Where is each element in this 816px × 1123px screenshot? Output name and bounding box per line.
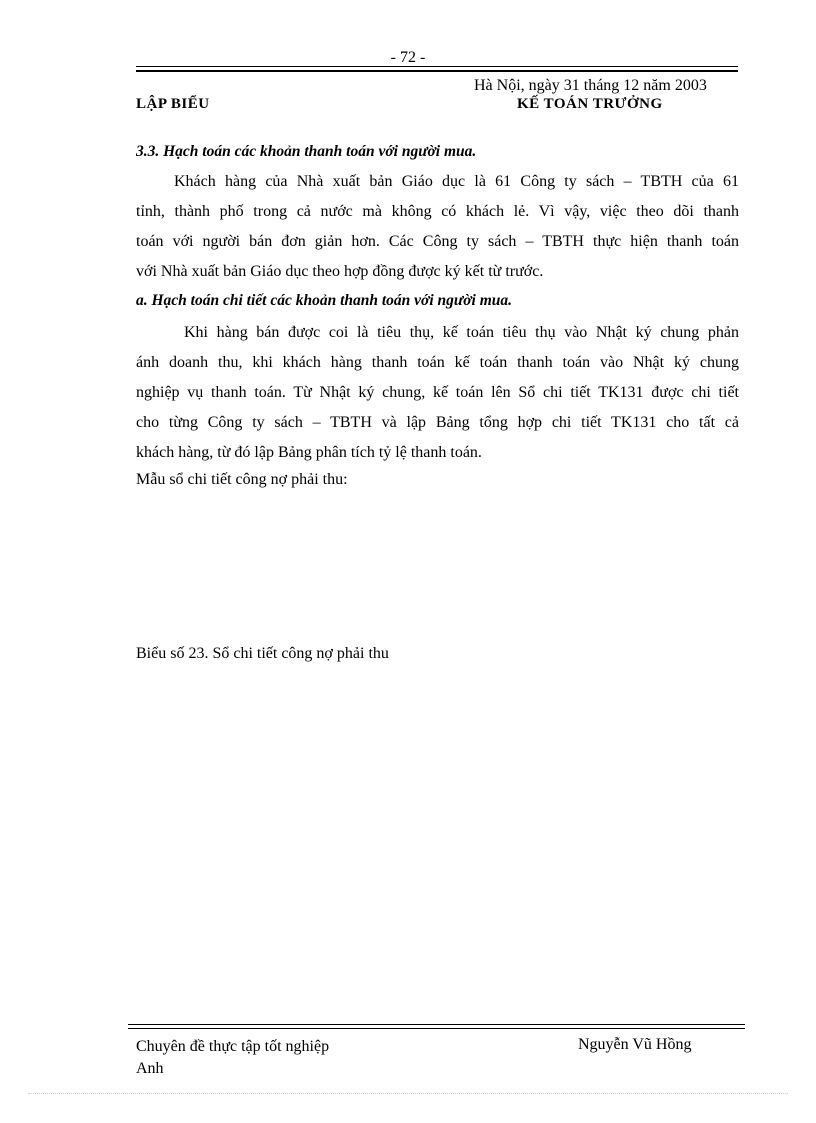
signature-chief-accountant: KẾ TOÁN TRƯỞNG [517, 96, 663, 112]
signature-preparer: LẬP BIỂU [136, 96, 210, 112]
footer-report-title: Chuyên đề thực tập tốt nghiệp [136, 1038, 330, 1055]
footer-report-title-cont: Anh [136, 1060, 164, 1077]
paragraph-detail-accounting [136, 318, 739, 468]
footer-left [136, 1036, 329, 1080]
footer-author: Nguyễn Vũ Hồng [578, 1036, 692, 1053]
paragraph-line: nghiệp vụ thanh toán. Từ Nhật ký chung, kế toán lên Sổ chi tiết TK131 được chi tiết [136, 384, 739, 401]
paragraph-line: Khách hàng của Nhà xuất bản Giáo dục là 61 Công ty sách – TBTH của 61 [174, 173, 739, 190]
footer-rule [128, 1024, 745, 1029]
paragraph-line: tỉnh, thành phố trong cả nước mà không có khách lẻ. Vì vậy, việc theo dõi thanh [136, 203, 739, 220]
paragraph-line: toán với người bán đơn giản hơn. Các Công ty sách – TBTH thực hiện thanh toán [136, 233, 739, 250]
subsection-heading: a. Hạch toán chi tiết các khoản thanh toán với người mua. [136, 292, 513, 309]
paragraph-line: với Nhà xuất bản Giáo dục theo hợp đồng được ký kết từ trước. [136, 263, 544, 280]
date-line: Hà Nội, ngày 31 tháng 12 năm 2003 [474, 77, 707, 94]
paragraph-line: ánh doanh thu, khi khách hàng thanh toán kế toán thanh toán vào Nhật ký chung [136, 354, 739, 371]
paragraph-line: Khi hàng bán được coi là tiêu thụ, kế toán tiêu thụ vào Nhật ký chung phản [184, 324, 739, 341]
page-number: - 72 - [390, 49, 426, 66]
paragraph-customers [136, 167, 739, 287]
paragraph-line: cho từng Công ty sách – TBTH và lập Bảng tổng hợp chi tiết TK131 cho tất cả [136, 414, 739, 431]
paragraph-line: khách hàng, từ đó lập Bảng phân tích tỷ lệ thanh toán. [136, 444, 482, 461]
figure-caption: Biểu số 23. Sổ chi tiết công nợ phải thu [136, 645, 389, 662]
page-bottom-dotted-rule [28, 1093, 788, 1094]
section-heading: 3.3. Hạch toán các khoản thanh toán với người mua. [136, 143, 477, 160]
sample-label: Mẫu sổ chi tiết công nợ phải thu: [136, 471, 348, 488]
header-rule [136, 66, 738, 72]
